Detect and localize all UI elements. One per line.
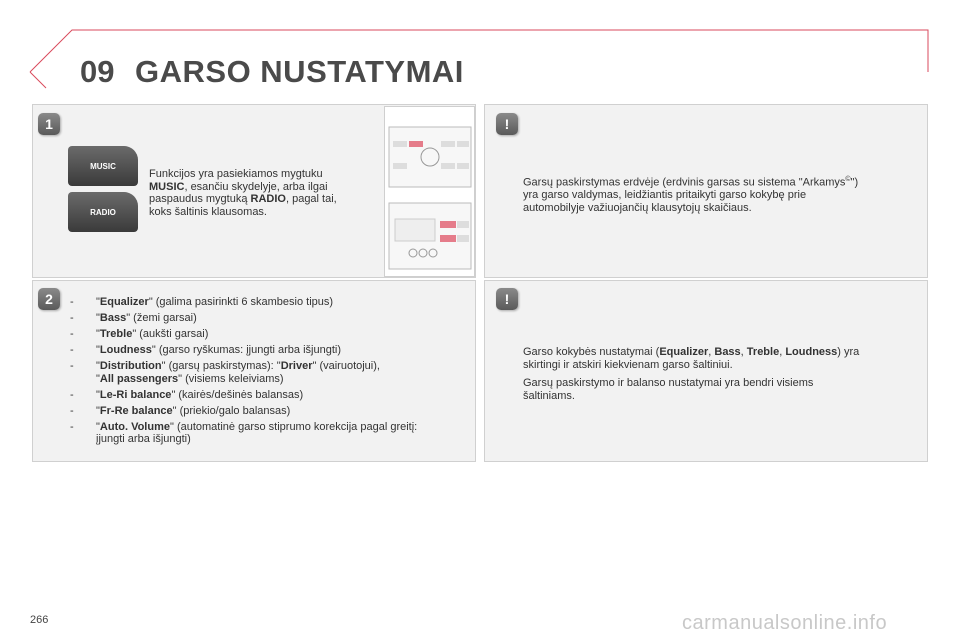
panel1-description: Funkcijos yra pasiekiamos mygtuku MUSIC, esančiu skydelyje, arba ilgai paspaudus mygtuką RADIO, pagal tai, koks šaltinis klausomas.: [149, 168, 337, 218]
radio-button-image: RADIO: [68, 192, 138, 232]
list-dash: -: [70, 360, 74, 372]
settings-list-item: [70, 312, 475, 325]
music-button-image: MUSIC: [68, 146, 138, 186]
list-dash: -: [70, 296, 74, 308]
settings-list-item: [70, 344, 475, 357]
watermark: carmanualsonline.info: [682, 612, 888, 634]
list-item-text: "Bass" (žemi garsai): [96, 312, 197, 324]
list-dash: -: [70, 388, 74, 401]
list-item-text: "Fr-Re balance" (priekio/galo balansas): [96, 404, 291, 417]
settings-list-item: [70, 296, 475, 309]
settings-list: [70, 296, 475, 449]
warning-1-icon: !: [496, 113, 518, 135]
list-dash: -: [70, 328, 74, 340]
page-number: 266: [30, 614, 49, 626]
radio-unit-illustration: [384, 106, 475, 277]
page-title: GARSO NUSTATYMAI: [135, 54, 464, 89]
list-item-text: "Loudness" (garso ryškumas: įjungti arba išjungti): [96, 344, 342, 356]
chapter-number: 09: [80, 54, 115, 89]
list-item-text: "Treble" (aukšti garsai): [96, 328, 209, 340]
settings-list-item: [70, 389, 475, 402]
list-item-text: "Distribution" (garsų paskirstymas): "Driver" (vairuotojui), "All passengers" (visiems keleiviams): [96, 360, 380, 385]
settings-list-item: [70, 360, 475, 385]
settings-list-item: [70, 405, 475, 418]
list-dash: -: [70, 312, 74, 324]
list-dash: -: [70, 420, 74, 433]
step-2-badge: 2: [38, 288, 60, 310]
list-item-text: "Equalizer" (galima pasirinkti 6 skambesio tipus): [96, 296, 334, 308]
step-1-badge: 1: [38, 113, 60, 135]
settings-list-item: [70, 421, 475, 446]
radio-unit-drawing: [385, 107, 474, 276]
list-dash: -: [70, 404, 74, 417]
warning-2-icon: !: [496, 288, 518, 310]
list-item-text: "Le-Ri balance" (kairės/dešinės balansas): [96, 388, 304, 401]
note-1-text: Garsų paskirstymas erdvėje (erdvinis garsas su sistema "Arkamys©") yra garso valdymas, leidžiantis pritaikyti garso kokybę prie automobilyje važiuojančių klausytojų skaičiaus.: [523, 176, 859, 214]
settings-list-item: [70, 328, 475, 341]
list-item-text: "Auto. Volume" (automatinė garso stiprumo korekcija pagal greitį: įjungti arba išjungti): [96, 420, 418, 445]
note-2-text: Garso kokybės nustatymai (Equalizer, Bass, Treble, Loudness) yra skirtingi ir atskiri kiekvienam garso šaltiniui. Garsų paskirstymo ir balanso nustatymai yra bendri visiems šaltiniams.: [523, 346, 860, 402]
list-dash: -: [70, 344, 74, 356]
